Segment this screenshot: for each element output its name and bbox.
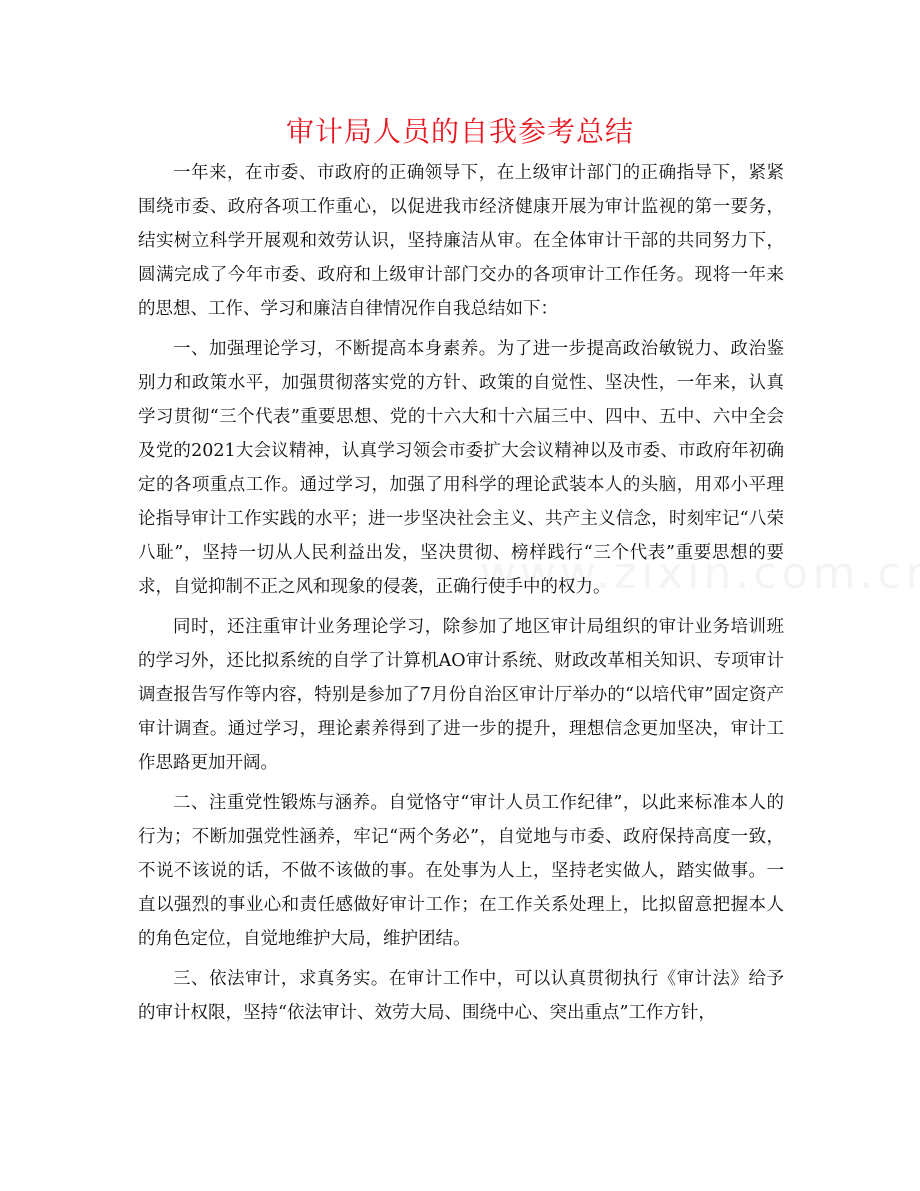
document-title: 审计局人员的自我参考总结: [285, 115, 634, 148]
paragraph-party-spirit: 二、注重党性锻炼与涵养。自觉恪守“审计人员工作纪律”，以此来标准本人的行为；不断加强党性涵养，牢记“两个务必”，自觉地与市委、政府保持高度一致，不说不该说的话，不做不该做的事。在处事为人上，坚持老实做人，踏实做事。一直以强烈的事业心和责任感做好审计工作；在工作关系处理上，比拟留意把握本人的角色定位，自觉地维护大局，维护团结。: [138, 793, 784, 949]
paragraph-theory-study: 一、加强理论学习，不断提高本身素养。为了进一步提高政治敏锐力、政治鉴别力和政策水平，加强贯彻落实党的方针、政策的自觉性、坚决性，一年来，认真学习贯彻“三个代表”重要思想、党的十六大和十六届三中、四中、五中、六中全会及党的2021大会议精神，认真学习领会市委扩大会议精神以及市委、市政府年初确定的各项重点工作。通过学习，加强了用科学的理论武装本人的头脑，用邓小平理论指导审计工作实践的水平；进一步坚决社会主义、共产主义信念，时刻牢记“八荣八耻”，坚持一切从人民利益出发，坚决贯彻、榜样践行“三个代表”重要思想的要求，自觉抑制不正之风和现象的侵袭，正确行使手中的权力。: [138, 339, 784, 597]
paragraph-business-study: 同时，还注重审计业务理论学习，除参加了地区审计局组织的审计业务培训班的学习外，还比拟系统的自学了计算机AO审计系统、财政改革相关知识、专项审计调查报告写作等内容，特别是参加了7月份自治区审计厅举办的“以培代审”固定资产审计调查。通过学习，理论素养得到了进一步的提升，理想信念更加坚决，审计工作思路更加开阔。: [138, 617, 784, 773]
paragraph-lawful-audit: 三、依法审计，求真务实。在审计工作中，可以认真贯彻执行《审计法》给予的审计权限，坚持“依法审计、效劳大局、围绕中心、突出重点”工作方针，: [138, 969, 784, 1023]
document-body: [138, 156, 784, 1036]
paragraph-intro: 一年来，在市委、市政府的正确领导下，在上级审计部门的正确指导下，紧紧围绕市委、政府各项工作重心，以促进我市经济健康开展为审计监视的第一要务，结实树立科学开展观和效劳认识，坚持廉洁从审。在全体审计干部的共同努力下，圆满完成了今年市委、政府和上级审计部门交办的各项审计工作任务。现将一年来的思想、工作、学习和廉洁自律情况作自我总结如下：: [138, 163, 784, 319]
